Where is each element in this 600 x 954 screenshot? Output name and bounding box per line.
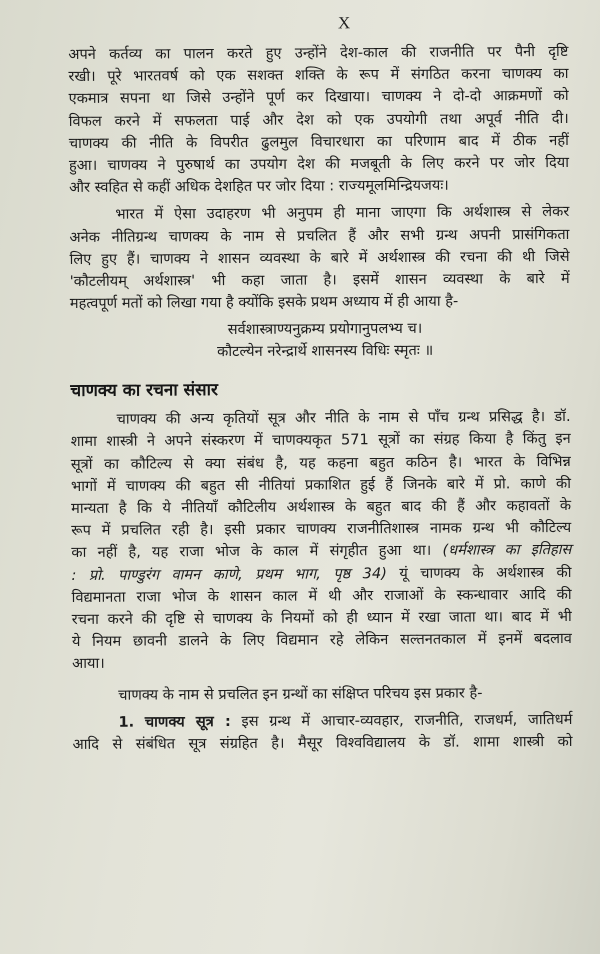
text-line: रचना करने की दृष्टि से चाणक्य के नियमों को ही ध्यान में रखा जाता था। बाद में भी [71, 607, 572, 628]
text-line: आया। [72, 655, 105, 673]
text-line: सूत्रों का कौटिल्य से क्या संबंध है, यह कहना बहुत कठिन है। भारत के विभिन्न [70, 452, 571, 473]
paragraph-2 [69, 201, 570, 315]
text-line: हुआ। चाणक्य ने पुरुषार्थ का उपयोग देश की मजबूती के लिए करने पर जोर दिया [68, 153, 570, 174]
text-line: भारत में ऐसा उदाहरण भी अनुपम ही माना जाएगा कि अर्थशास्त्र से लेकर [115, 203, 570, 224]
text-line: 'कौटलीयम् अर्थशास्त्र' भी कहा जाता है। इसमें शासन व्यवस्था के बारे में [69, 269, 570, 290]
text-line: चाणक्य की अन्य कृतियों सूत्र और नीति के नाम से पाँच ग्रन्थ प्रसिद्ध है। डॉ. [116, 408, 571, 428]
text-line: ये नियम छावनी डालने के लिए विद्यमान रहे लेकिन सल्तनतकाल में इनमें बदलाव [71, 630, 572, 651]
list-item-chanakya-sutra [72, 709, 572, 756]
text-line: भागों में चाणक्य की बहुत सी नीतियां प्रकाशित हुई हैं जिनके बारे में प्रो. काणे की [70, 474, 572, 495]
text-line: विफल करने में सफलता पाई और देश को एक उपयोगी तथा अपूर्व नीति दी। [68, 109, 569, 130]
list-item-text: इस ग्रन्थ में आचार-व्यवहार, राजनीति, राजधर्म, जातिधर्म [230, 710, 573, 730]
list-item-line [72, 709, 572, 734]
page-content [68, 41, 572, 756]
text-line: और स्वहित से कहीं अधिक देशहित पर जोर दिया : राज्यमूलमिन्द्रियजयः। [69, 176, 449, 197]
text-line: लिए हुए हैं। चाणक्य ने शासन व्यवस्था के बारे में अर्थशास्त्र की रचना की थी जिसे [69, 247, 570, 268]
book-page [68, 0, 596, 954]
text-line: रूप में प्रचलित रही है। इसी प्रकार चाणक्य राजनीतिशास्त्र नामक ग्रन्थ भी कौटिल्य [71, 519, 572, 540]
section-paragraph [70, 406, 572, 675]
intro-line: चाणक्य के नाम से प्रचलित इन ग्रन्थों का संक्षिप्त परिचय इस प्रकार है- [118, 683, 483, 704]
citation-text: (धर्मशास्त्र का इतिहास [442, 541, 572, 560]
text-line: एकमात्र सपना था जिसे उन्होंने पूर्ण कर दिखाया। चाणक्य ने दो-दो आक्रमणों को [68, 87, 569, 108]
text-line: आदि से संबंधित सूत्र संग्रहित है। मैसूर विश्वविद्यालय के डॉ. शामा शास्त्री को [72, 732, 573, 753]
text-line-with-citation [71, 561, 571, 586]
list-item-title: चाणक्य सूत्र : [144, 712, 231, 731]
page-number: X [337, 13, 351, 33]
text-fragment: का नहीं है, यह राजा भोज के काल में संगृहीत हुआ था। [71, 542, 443, 562]
text-fragment: यूं चाणक्य के अर्थशास्त्र की [386, 563, 572, 582]
sanskrit-verse [70, 317, 570, 364]
verse-line: कौटल्येन नरेन्द्रार्थे शासनस्य विधिः स्मृतः ॥ [217, 342, 434, 361]
verse-line: सर्वशास्त्राण्यनुक्रम्य प्रयोगानुपलभ्य च। [227, 320, 423, 339]
text-line: महत्वपूर्ण मतों को लिखा गया है क्योंकि इसके प्रथम अध्याय में ही आया है- [69, 292, 459, 313]
text-line: विद्यमानता राजा भोज के शासन काल में थी और राजाओं के स्कन्धावार आदि की [71, 585, 572, 606]
text-line: रखी। पूरे भारतवर्ष को एक सशक्त शक्ति के रूप में संगठित करना चाणक्य का [68, 65, 569, 86]
text-line: मान्यता है कि ये नीतियाँ कौटिलीय अर्थशास्त्र के बहुत बाद की हैं और कहावतों के [71, 496, 572, 517]
list-item-number: 1. [118, 713, 135, 731]
text-line: चाणक्य की नीति के विपरीत ढुलमुल विचारधारा का परिणाम बाद में ठीक नहीं [68, 131, 569, 152]
text-line: अनेक नीतिग्रन्थ चाणक्य के नाम से प्रचलित हैं और सभी ग्रन्थ अपनी प्रासंगिकता [69, 225, 570, 246]
text-line-with-citation [71, 539, 571, 564]
text-line: अपने कर्तव्य का पालन करते हुए उन्होंने देश-काल की राजनीति पर पैनी दृष्टि [68, 42, 569, 63]
text-line: शामा शास्त्री ने अपने संस्करण में चाणक्यकृत 571 सूत्रों का संग्रह किया है किंतु इन [70, 430, 571, 451]
paragraph-1 [68, 41, 569, 199]
citation-text: : प्रो. पाण्डुरंग वामन काणे, प्रथम भाग, पृष्ठ 34) [71, 564, 387, 584]
section-heading: चाणक्य का रचना संसार [70, 380, 219, 402]
